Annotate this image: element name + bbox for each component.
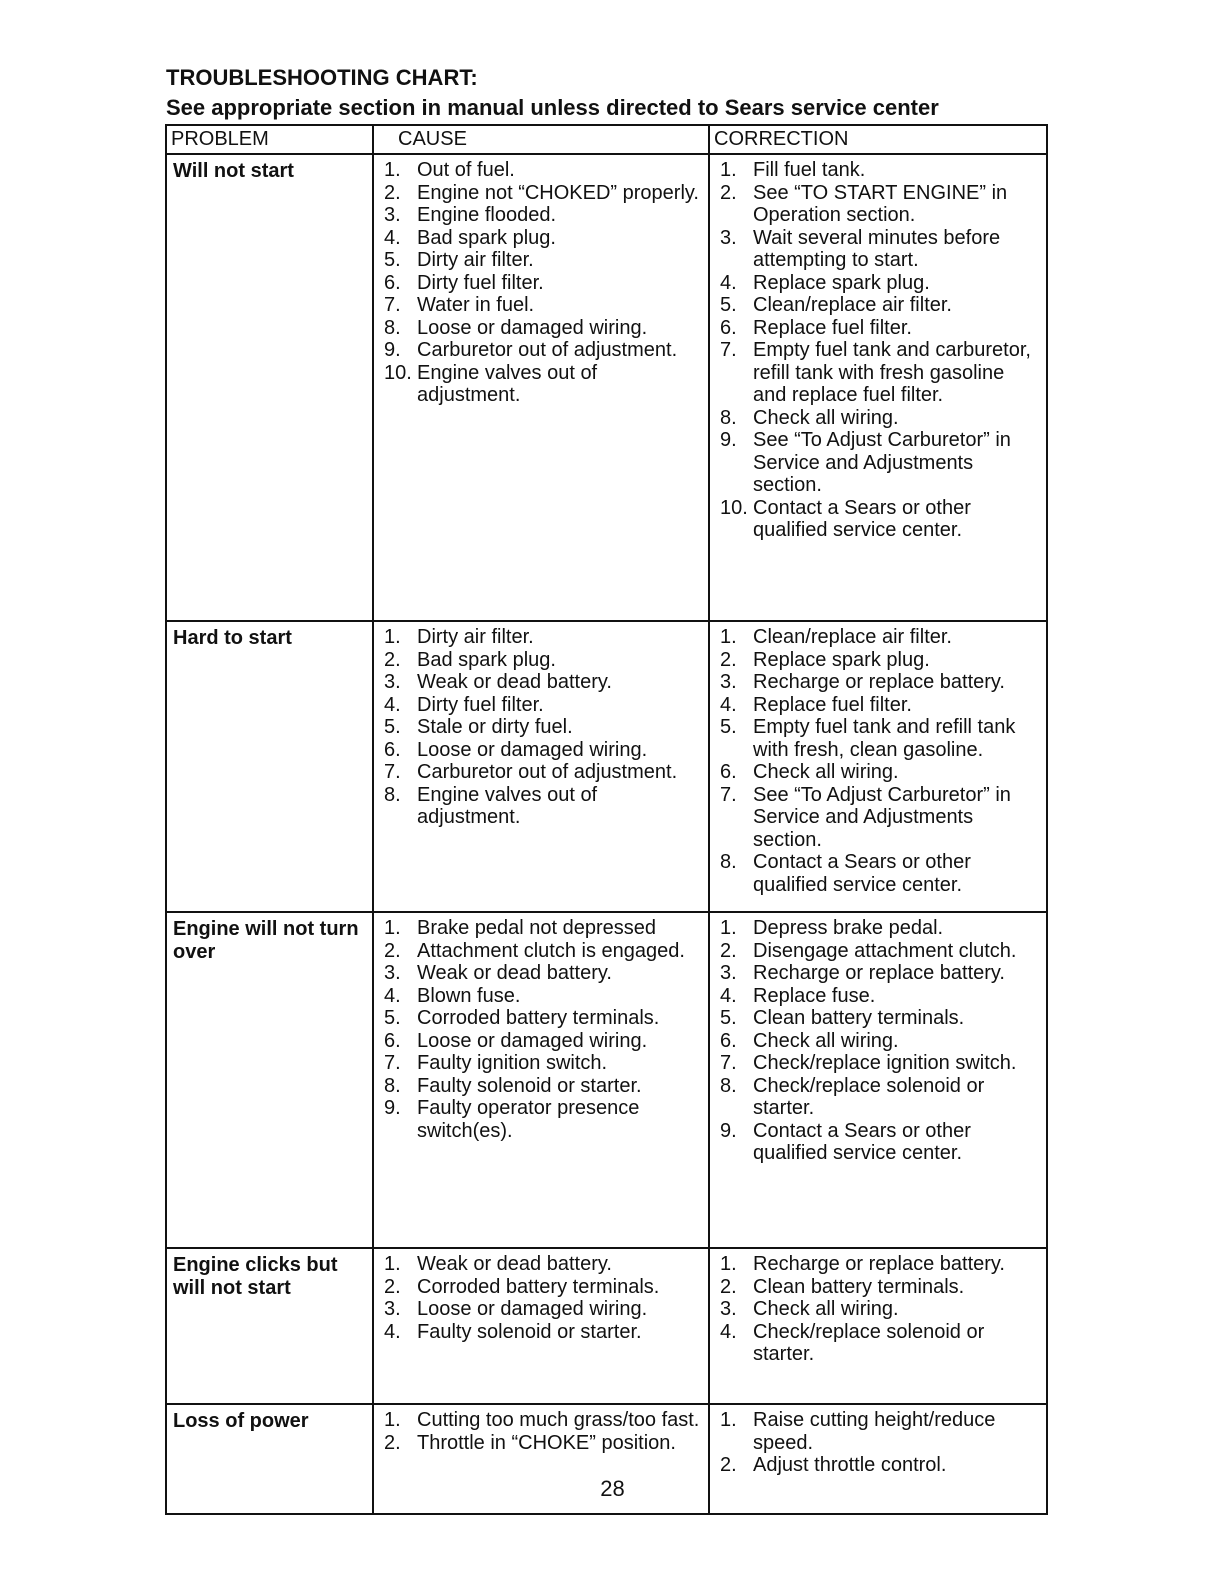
item-text: Engine flooded. <box>417 204 557 226</box>
item-number: 5. <box>384 1007 401 1029</box>
item-number: 4. <box>384 1320 401 1343</box>
list-item <box>720 716 1042 761</box>
item-number: 1. <box>384 626 401 648</box>
item-number: 4. <box>720 984 737 1007</box>
item-number: 4. <box>720 1320 737 1343</box>
correction-list <box>710 1249 1046 1372</box>
problem-cell: Loss of power <box>166 1404 373 1514</box>
item-number: 8. <box>384 1074 401 1097</box>
correction-list <box>710 1405 1046 1483</box>
item-number: 7. <box>720 1052 737 1074</box>
item-text: Empty fuel tank and refill tank with fresh, clean gasoline. <box>753 716 1016 761</box>
item-number: 3. <box>720 671 737 693</box>
list-item <box>720 851 1042 896</box>
item-text: Wait several minutes before attempting to start. <box>753 226 1001 271</box>
item-number: 7. <box>384 761 401 783</box>
item-text: Stale or dirty fuel. <box>417 716 573 738</box>
item-number: 6. <box>384 738 401 761</box>
problem-cell: Will not start <box>166 154 373 621</box>
table-row <box>166 154 1047 621</box>
item-number: 5. <box>720 716 737 738</box>
list-item <box>384 626 704 649</box>
cause-list <box>374 913 708 1148</box>
item-number: 1. <box>720 1253 737 1275</box>
item-text: Clean battery terminals. <box>753 1275 965 1298</box>
item-text: Empty fuel tank and carburetor, refill tank with fresh gasoline and replace fuel filter. <box>753 339 1031 406</box>
list-item <box>384 294 704 317</box>
list-item <box>384 784 704 829</box>
list-item <box>720 497 1042 542</box>
list-item <box>384 182 704 205</box>
table-row <box>166 621 1047 912</box>
list-item <box>720 159 1042 182</box>
item-text: Loose or damaged wiring. <box>417 738 648 761</box>
item-text: Dirty fuel filter. <box>417 271 544 294</box>
list-item <box>384 940 704 963</box>
list-item <box>384 1321 704 1344</box>
item-number: 3. <box>720 962 737 984</box>
item-text: Recharge or replace battery. <box>753 962 1005 984</box>
item-text: Water in fuel. <box>417 294 535 316</box>
item-text: Adjust throttle control. <box>753 1454 947 1476</box>
list-item <box>384 339 704 362</box>
item-number: 9. <box>384 1097 401 1119</box>
item-text: Carburetor out of adjustment. <box>417 339 678 361</box>
item-number: 6. <box>720 1029 737 1052</box>
item-text: Clean/replace air filter. <box>753 294 952 316</box>
list-item <box>720 940 1042 963</box>
list-item <box>720 317 1042 340</box>
item-text: Weak or dead battery. <box>417 962 612 984</box>
item-text: Dirty fuel filter. <box>417 693 544 716</box>
list-item <box>720 784 1042 852</box>
list-item <box>384 739 704 762</box>
item-number: 2. <box>720 1275 737 1298</box>
item-number: 2. <box>720 1454 737 1476</box>
item-number: 10. <box>384 361 412 384</box>
list-item <box>720 626 1042 649</box>
list-item <box>384 1075 704 1098</box>
item-text: Throttle in “CHOKE” position. <box>417 1431 676 1454</box>
table-row <box>166 912 1047 1248</box>
troubleshooting-table <box>165 124 1048 1515</box>
item-number: 2. <box>720 939 737 962</box>
item-number: 8. <box>720 406 737 429</box>
list-item <box>720 1052 1042 1075</box>
list-item <box>720 962 1042 985</box>
list-item <box>720 1409 1042 1454</box>
item-number: 1. <box>720 159 737 181</box>
item-number: 5. <box>384 249 401 271</box>
list-item <box>720 182 1042 227</box>
list-item <box>384 204 704 227</box>
item-text: Brake pedal not depressed <box>417 917 657 939</box>
list-item <box>384 671 704 694</box>
item-number: 2. <box>384 648 401 671</box>
item-number: 7. <box>384 294 401 316</box>
item-text: Engine valves out of adjustment. <box>417 361 598 406</box>
list-item <box>384 227 704 250</box>
item-text: Clean battery terminals. <box>753 1007 965 1029</box>
item-text: Contact a Sears or other qualified service center. <box>753 496 971 541</box>
correction-cell <box>709 912 1047 1248</box>
item-number: 1. <box>384 159 401 181</box>
list-item <box>384 1432 704 1455</box>
list-item <box>384 362 704 407</box>
item-text: Recharge or replace battery. <box>753 671 1005 693</box>
item-number: 9. <box>720 429 737 451</box>
item-text: Recharge or replace battery. <box>753 1253 1005 1275</box>
item-text: Contact a Sears or other qualified service center. <box>753 851 971 896</box>
list-item <box>384 985 704 1008</box>
list-item <box>720 1030 1042 1053</box>
item-text: Faulty ignition switch. <box>417 1052 608 1074</box>
item-number: 2. <box>384 1275 401 1298</box>
item-number: 3. <box>384 962 401 984</box>
correction-cell <box>709 1248 1047 1404</box>
item-text: Check/replace ignition switch. <box>753 1052 1017 1074</box>
item-text: See “To Adjust Carburetor” in Service and Adjustments section. <box>753 429 1011 496</box>
list-item <box>384 1030 704 1053</box>
item-text: Corroded battery terminals. <box>417 1007 660 1029</box>
item-number: 1. <box>384 917 401 939</box>
item-text: Check all wiring. <box>753 761 899 783</box>
item-number: 3. <box>384 1298 401 1320</box>
list-item <box>720 985 1042 1008</box>
item-number: 1. <box>720 917 737 939</box>
item-number: 2. <box>384 939 401 962</box>
correction-cell <box>709 621 1047 912</box>
cause-list <box>374 1249 708 1349</box>
item-number: 4. <box>720 693 737 716</box>
list-item <box>720 1253 1042 1276</box>
cause-list <box>374 622 708 835</box>
item-number: 1. <box>720 1409 737 1431</box>
list-item <box>720 917 1042 940</box>
item-text: Out of fuel. <box>417 159 515 181</box>
cause-cell <box>373 1248 709 1404</box>
header-row <box>166 125 1047 154</box>
problem-cell: Engine will not turn over <box>166 912 373 1248</box>
item-number: 5. <box>720 1007 737 1029</box>
list-item <box>384 962 704 985</box>
list-item <box>720 649 1042 672</box>
list-item <box>384 917 704 940</box>
item-text: Raise cutting height/reduce speed. <box>753 1409 996 1454</box>
list-item <box>384 249 704 272</box>
item-number: 3. <box>384 671 401 693</box>
list-item <box>720 429 1042 497</box>
item-text: Replace spark plug. <box>753 648 930 671</box>
cause-cell <box>373 621 709 912</box>
list-item <box>720 1276 1042 1299</box>
item-number: 8. <box>384 316 401 339</box>
list-item <box>720 1321 1042 1366</box>
list-item <box>384 716 704 739</box>
item-text: Dirty air filter. <box>417 626 534 648</box>
item-number: 3. <box>384 204 401 226</box>
list-item <box>384 1007 704 1030</box>
item-number: 5. <box>720 294 737 316</box>
problem-cell: Hard to start <box>166 621 373 912</box>
item-number: 4. <box>384 693 401 716</box>
item-text: Corroded battery terminals. <box>417 1275 660 1298</box>
item-number: 10. <box>720 496 748 519</box>
item-text: Engine valves out of adjustment. <box>417 783 598 828</box>
item-text: Dirty air filter. <box>417 249 534 271</box>
item-number: 6. <box>720 761 737 783</box>
item-number: 7. <box>720 783 737 806</box>
item-number: 1. <box>384 1409 401 1431</box>
list-item <box>720 1075 1042 1120</box>
item-number: 3. <box>720 1298 737 1320</box>
item-number: 9. <box>384 339 401 361</box>
item-text: Engine not “CHOKED” properly. <box>417 181 699 204</box>
item-number: 9. <box>720 1119 737 1142</box>
item-text: Check all wiring. <box>753 1029 899 1052</box>
correction-list <box>710 155 1046 548</box>
item-text: Loose or damaged wiring. <box>417 1298 648 1320</box>
cause-list <box>374 1405 708 1460</box>
item-text: Loose or damaged wiring. <box>417 1029 648 1052</box>
item-number: 4. <box>384 984 401 1007</box>
item-text: Carburetor out of adjustment. <box>417 761 678 783</box>
list-item <box>384 761 704 784</box>
item-text: See “TO START ENGINE” in Operation section. <box>753 181 1008 226</box>
item-number: 2. <box>384 1431 401 1454</box>
item-text: Check all wiring. <box>753 1298 899 1320</box>
list-item <box>720 294 1042 317</box>
list-item <box>720 1120 1042 1165</box>
item-text: Loose or damaged wiring. <box>417 316 648 339</box>
item-text: Weak or dead battery. <box>417 1253 612 1275</box>
item-text: Blown fuse. <box>417 984 521 1007</box>
list-item <box>384 1253 704 1276</box>
list-item <box>720 761 1042 784</box>
correction-list <box>710 913 1046 1171</box>
item-text: Faulty operator presence switch(es). <box>417 1097 640 1142</box>
item-number: 6. <box>720 316 737 339</box>
item-number: 8. <box>720 1074 737 1097</box>
header-correction: CORRECTION <box>709 125 1047 154</box>
chart-title: TROUBLESHOOTING CHART: <box>166 65 478 90</box>
item-text: Clean/replace air filter. <box>753 626 952 648</box>
item-number: 5. <box>384 716 401 738</box>
correction-cell <box>709 154 1047 621</box>
item-number: 1. <box>384 1253 401 1275</box>
cause-list <box>374 155 708 413</box>
list-item <box>384 694 704 717</box>
list-item <box>720 1007 1042 1030</box>
item-text: Replace spark plug. <box>753 271 930 294</box>
header-cause: CAUSE <box>373 125 709 154</box>
item-text: Replace fuel filter. <box>753 316 912 339</box>
list-item <box>384 1276 704 1299</box>
item-number: 4. <box>384 226 401 249</box>
item-number: 7. <box>384 1052 401 1074</box>
list-item <box>384 159 704 182</box>
table-body <box>166 154 1047 1514</box>
list-item <box>720 1454 1042 1477</box>
item-text: Cutting too much grass/too fast. <box>417 1409 700 1431</box>
item-text: Disengage attachment clutch. <box>753 939 1017 962</box>
item-number: 8. <box>384 783 401 806</box>
item-number: 2. <box>720 648 737 671</box>
list-item <box>720 1298 1042 1321</box>
item-number: 2. <box>720 181 737 204</box>
list-item <box>720 671 1042 694</box>
item-number: 1. <box>720 626 737 648</box>
item-number: 6. <box>384 1029 401 1052</box>
list-item <box>720 407 1042 430</box>
cause-cell <box>373 154 709 621</box>
item-text: Faulty solenoid or starter. <box>417 1320 642 1343</box>
correction-list <box>710 622 1046 902</box>
list-item <box>384 1052 704 1075</box>
item-number: 6. <box>384 271 401 294</box>
item-text: Weak or dead battery. <box>417 671 612 693</box>
item-text: Replace fuel filter. <box>753 693 912 716</box>
list-item <box>384 1097 704 1142</box>
item-text: Attachment clutch is engaged. <box>417 939 685 962</box>
list-item <box>384 317 704 340</box>
item-text: Faulty solenoid or starter. <box>417 1074 642 1097</box>
item-text: Check all wiring. <box>753 406 899 429</box>
item-text: See “To Adjust Carburetor” in Service and Adjustments section. <box>753 783 1011 851</box>
list-item <box>384 1409 704 1432</box>
list-item <box>384 649 704 672</box>
item-text: Depress brake pedal. <box>753 917 944 939</box>
item-text: Replace fuse. <box>753 984 876 1007</box>
item-text: Check/replace solenoid or starter. <box>753 1074 985 1119</box>
item-text: Contact a Sears or other qualified service center. <box>753 1119 971 1164</box>
chart-subtitle: See appropriate section in manual unless directed to Sears service center <box>166 95 939 120</box>
item-text: Bad spark plug. <box>417 648 556 671</box>
list-item <box>720 339 1042 407</box>
page-number: 28 <box>600 1476 625 1501</box>
item-number: 7. <box>720 339 737 361</box>
header-problem: PROBLEM <box>166 125 373 154</box>
list-item <box>384 272 704 295</box>
list-item <box>720 227 1042 272</box>
item-number: 3. <box>720 226 737 249</box>
item-number: 8. <box>720 851 737 873</box>
item-text: Fill fuel tank. <box>753 159 866 181</box>
cause-cell <box>373 912 709 1248</box>
list-item <box>720 272 1042 295</box>
item-text: Bad spark plug. <box>417 226 556 249</box>
table-row <box>166 1248 1047 1404</box>
item-number: 2. <box>384 181 401 204</box>
list-item <box>720 694 1042 717</box>
item-text: Check/replace solenoid or starter. <box>753 1320 985 1365</box>
problem-cell: Engine clicks but will not start <box>166 1248 373 1404</box>
item-number: 4. <box>720 271 737 294</box>
list-item <box>384 1298 704 1321</box>
